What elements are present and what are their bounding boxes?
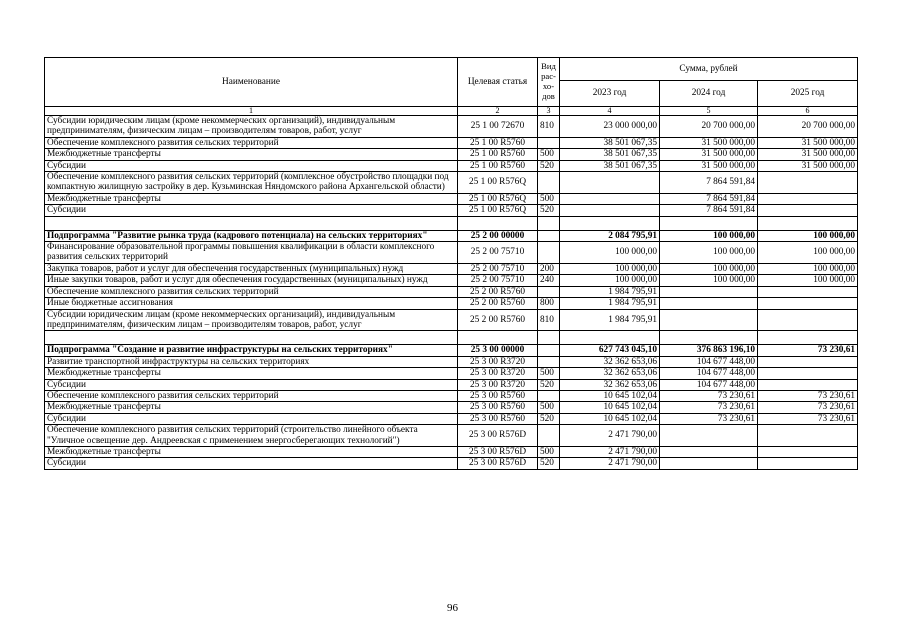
- table-row: [45, 425, 858, 447]
- row-expense-type: [538, 242, 560, 264]
- row-sum-2024: 104 677 448,00: [660, 379, 758, 390]
- row-sum-2023: [560, 172, 660, 194]
- row-target-article: 25 1 00 R576Q: [458, 172, 538, 194]
- table-row: [45, 298, 858, 309]
- row-target-article: 25 3 00 R3720: [458, 379, 538, 390]
- row-target-article: 25 3 00 R5760: [458, 390, 538, 401]
- row-target-article: 25 3 00 00000: [458, 345, 538, 356]
- row-sum-2024: [660, 298, 758, 309]
- row-sum-2025: [758, 193, 858, 204]
- row-sum-2025: 73 230,61: [758, 413, 858, 424]
- row-sum-2025: 73 230,61: [758, 390, 858, 401]
- row-sum-2023: 627 743 045,10: [560, 345, 660, 356]
- row-sum-2025: 100 000,00: [758, 230, 858, 241]
- table-row: [45, 205, 858, 216]
- row-name: Межбюджетные трансферты: [45, 446, 458, 457]
- row-expense-type: 520: [538, 160, 560, 171]
- row-sum-2025: [758, 425, 858, 447]
- header-year-2023: 2023 год: [560, 81, 660, 107]
- table-row: [45, 160, 858, 171]
- row-name: Субсидии: [45, 160, 458, 171]
- row-name: Межбюджетные трансферты: [45, 193, 458, 204]
- row-name: Обеспечение комплексного развития сельских территорий: [45, 137, 458, 148]
- row-expense-type: 520: [538, 205, 560, 216]
- row-expense-type: [538, 137, 560, 148]
- row-sum-2024: 100 000,00: [660, 263, 758, 274]
- row-target-article: 25 3 00 R576D: [458, 458, 538, 469]
- row-sum-2023: 10 645 102,04: [560, 413, 660, 424]
- row-sum-2025: [758, 356, 858, 367]
- header-sum: Сумма, рублей: [560, 58, 858, 81]
- row-sum-2024: 7 864 591,84: [660, 172, 758, 194]
- row-sum-2023: 23 000 000,00: [560, 116, 660, 138]
- row-target-article: [458, 216, 538, 230]
- table-row: [45, 368, 858, 379]
- row-sum-2025: [758, 458, 858, 469]
- row-target-article: 25 1 00 R5760: [458, 137, 538, 148]
- row-sum-2024: [660, 425, 758, 447]
- header-target-article: Целевая статья: [458, 58, 538, 107]
- row-sum-2023: 1 984 795,91: [560, 309, 660, 331]
- table-row: [45, 230, 858, 241]
- row-sum-2025: [758, 331, 858, 345]
- row-sum-2023: 32 362 653,06: [560, 356, 660, 367]
- row-sum-2023: 100 000,00: [560, 242, 660, 264]
- table-row: [45, 390, 858, 401]
- row-name: Межбюджетные трансферты: [45, 149, 458, 160]
- row-expense-type: [538, 390, 560, 401]
- row-sum-2023: 38 501 067,35: [560, 137, 660, 148]
- row-expense-type: [538, 345, 560, 356]
- table-row: [45, 275, 858, 286]
- row-sum-2023: 10 645 102,04: [560, 390, 660, 401]
- row-sum-2023: 38 501 067,35: [560, 160, 660, 171]
- row-sum-2023: 2 471 790,00: [560, 446, 660, 457]
- table-row: [45, 242, 858, 264]
- table-row: [45, 172, 858, 194]
- row-name: Подпрограмма "Развитие рынка труда (кадрового потенциала) на сельских территориях": [45, 230, 458, 241]
- row-name: Иные закупки товаров, работ и услуг для обеспечения государственных (муниципальных) нужд: [45, 275, 458, 286]
- row-sum-2024: [660, 446, 758, 457]
- row-sum-2025: [758, 216, 858, 230]
- row-sum-2025: [758, 172, 858, 194]
- row-sum-2023: 32 362 653,06: [560, 368, 660, 379]
- table-row: [45, 116, 858, 138]
- row-sum-2024: 73 230,61: [660, 390, 758, 401]
- column-number: 3: [538, 107, 560, 116]
- row-sum-2025: 100 000,00: [758, 242, 858, 264]
- row-expense-type: [538, 216, 560, 230]
- row-expense-type: [538, 172, 560, 194]
- row-sum-2024: 7 864 591,84: [660, 205, 758, 216]
- row-sum-2024: 73 230,61: [660, 402, 758, 413]
- row-sum-2023: 10 645 102,04: [560, 402, 660, 413]
- budget-table: [44, 57, 858, 470]
- table-row: [45, 216, 858, 230]
- row-target-article: 25 2 00 R5760: [458, 298, 538, 309]
- row-name: Обеспечение комплексного развития сельских территорий (строительство линейного объекта "Уличное освещение дер. Андреевская с применением энергосберегающих технологий"): [45, 425, 458, 447]
- table-row: [45, 458, 858, 469]
- row-sum-2023: 2 471 790,00: [560, 425, 660, 447]
- row-sum-2023: 32 362 653,06: [560, 379, 660, 390]
- row-sum-2025: [758, 286, 858, 297]
- row-sum-2025: 31 500 000,00: [758, 160, 858, 171]
- row-name: Субсидии: [45, 379, 458, 390]
- row-name: Развитие транспортной инфраструктуры на сельских территориях: [45, 356, 458, 367]
- row-name: Подпрограмма "Создание и развитие инфраструктуры на сельских территориях": [45, 345, 458, 356]
- row-sum-2024: [660, 216, 758, 230]
- row-sum-2024: [660, 286, 758, 297]
- row-sum-2024: [660, 458, 758, 469]
- header-year-2024: 2024 год: [660, 81, 758, 107]
- row-sum-2025: [758, 368, 858, 379]
- row-name: Закупка товаров, работ и услуг для обеспечения государственных (муниципальных) нужд: [45, 263, 458, 274]
- row-name: Межбюджетные трансферты: [45, 368, 458, 379]
- row-name: [45, 216, 458, 230]
- row-sum-2025: [758, 379, 858, 390]
- row-target-article: [458, 331, 538, 345]
- row-target-article: 25 2 00 R5760: [458, 286, 538, 297]
- row-target-article: 25 1 00 72670: [458, 116, 538, 138]
- table-row: [45, 345, 858, 356]
- row-sum-2023: 1 984 795,91: [560, 286, 660, 297]
- table-row: [45, 446, 858, 457]
- row-expense-type: 520: [538, 379, 560, 390]
- table-row: [45, 137, 858, 148]
- row-sum-2024: [660, 309, 758, 331]
- row-sum-2025: 31 500 000,00: [758, 149, 858, 160]
- page-number: 96: [447, 602, 458, 614]
- row-name: Обеспечение комплексного развития сельских территорий: [45, 286, 458, 297]
- row-expense-type: 800: [538, 298, 560, 309]
- row-name: Субсидии: [45, 458, 458, 469]
- row-sum-2024: 31 500 000,00: [660, 160, 758, 171]
- table-row: [45, 263, 858, 274]
- row-expense-type: [538, 356, 560, 367]
- row-sum-2025: 31 500 000,00: [758, 137, 858, 148]
- row-sum-2023: [560, 216, 660, 230]
- column-number: 1: [45, 107, 458, 116]
- row-sum-2024: 31 500 000,00: [660, 149, 758, 160]
- header-year-2025: 2025 год: [758, 81, 858, 107]
- row-target-article: 25 2 00 00000: [458, 230, 538, 241]
- row-name: Субсидии юридическим лицам (кроме некоммерческих организаций), индивидуальным предпринимателям, физическим лицам – производителям товаров, работ, услуг: [45, 309, 458, 331]
- row-sum-2024: [660, 331, 758, 345]
- row-sum-2025: [758, 205, 858, 216]
- row-expense-type: [538, 425, 560, 447]
- row-name: [45, 331, 458, 345]
- row-sum-2024: 73 230,61: [660, 413, 758, 424]
- column-number-row: [45, 107, 858, 116]
- row-sum-2023: 100 000,00: [560, 275, 660, 286]
- row-expense-type: 500: [538, 446, 560, 457]
- row-sum-2023: 38 501 067,35: [560, 149, 660, 160]
- table-row: [45, 193, 858, 204]
- row-sum-2025: [758, 298, 858, 309]
- row-target-article: 25 1 00 R576Q: [458, 193, 538, 204]
- row-sum-2023: 2 084 795,91: [560, 230, 660, 241]
- table-row: [45, 402, 858, 413]
- table-row: [45, 309, 858, 331]
- row-expense-type: 500: [538, 193, 560, 204]
- row-expense-type: 500: [538, 402, 560, 413]
- row-sum-2023: 1 984 795,91: [560, 298, 660, 309]
- row-sum-2025: 73 230,61: [758, 345, 858, 356]
- row-target-article: 25 1 00 R5760: [458, 149, 538, 160]
- row-target-article: 25 1 00 R576Q: [458, 205, 538, 216]
- table-row: [45, 149, 858, 160]
- row-sum-2025: 100 000,00: [758, 275, 858, 286]
- row-expense-type: 240: [538, 275, 560, 286]
- row-target-article: 25 3 00 R5760: [458, 402, 538, 413]
- row-target-article: 25 2 00 75710: [458, 275, 538, 286]
- header-name: Наименование: [45, 58, 458, 107]
- row-sum-2024: 20 700 000,00: [660, 116, 758, 138]
- row-name: Иные бюджетные ассигнования: [45, 298, 458, 309]
- row-target-article: 25 1 00 R5760: [458, 160, 538, 171]
- row-sum-2025: [758, 309, 858, 331]
- row-expense-type: 500: [538, 149, 560, 160]
- row-sum-2023: [560, 331, 660, 345]
- row-sum-2024: 100 000,00: [660, 230, 758, 241]
- row-sum-2024: 104 677 448,00: [660, 356, 758, 367]
- row-expense-type: 500: [538, 368, 560, 379]
- row-target-article: 25 3 00 R576D: [458, 446, 538, 457]
- row-sum-2024: 104 677 448,00: [660, 368, 758, 379]
- row-expense-type: 200: [538, 263, 560, 274]
- column-number: 6: [758, 107, 858, 116]
- row-sum-2024: 100 000,00: [660, 275, 758, 286]
- row-sum-2023: 100 000,00: [560, 263, 660, 274]
- row-sum-2024: 100 000,00: [660, 242, 758, 264]
- row-sum-2023: [560, 193, 660, 204]
- column-number: 5: [660, 107, 758, 116]
- row-sum-2025: 73 230,61: [758, 402, 858, 413]
- row-target-article: 25 2 00 75710: [458, 242, 538, 264]
- row-sum-2025: 100 000,00: [758, 263, 858, 274]
- row-sum-2024: 376 863 196,10: [660, 345, 758, 356]
- row-expense-type: [538, 230, 560, 241]
- row-expense-type: 520: [538, 458, 560, 469]
- row-name: Субсидии: [45, 413, 458, 424]
- row-expense-type: 810: [538, 309, 560, 331]
- row-name: Обеспечение комплексного развития сельских территорий: [45, 390, 458, 401]
- row-expense-type: [538, 286, 560, 297]
- column-number: 4: [560, 107, 660, 116]
- row-sum-2023: [560, 205, 660, 216]
- row-sum-2024: 31 500 000,00: [660, 137, 758, 148]
- row-target-article: 25 3 00 R5760: [458, 413, 538, 424]
- row-target-article: 25 3 00 R3720: [458, 368, 538, 379]
- row-name: Обеспечение комплексного развития сельских территорий (комплексное обустройство площадки под компактную жилищную застройку в дер. Кузьминская Няндомского района Архангельской области): [45, 172, 458, 194]
- row-sum-2025: 20 700 000,00: [758, 116, 858, 138]
- table-row: [45, 413, 858, 424]
- table-row: [45, 379, 858, 390]
- column-number: 2: [458, 107, 538, 116]
- row-target-article: 25 2 00 75710: [458, 263, 538, 274]
- row-name: Межбюджетные трансферты: [45, 402, 458, 413]
- row-expense-type: [538, 331, 560, 345]
- row-target-article: 25 2 00 R5760: [458, 309, 538, 331]
- row-target-article: 25 3 00 R576D: [458, 425, 538, 447]
- row-expense-type: 520: [538, 413, 560, 424]
- row-sum-2023: 2 471 790,00: [560, 458, 660, 469]
- row-sum-2025: [758, 446, 858, 457]
- table-row: [45, 286, 858, 297]
- row-sum-2024: 7 864 591,84: [660, 193, 758, 204]
- table-row: [45, 331, 858, 345]
- table-row: [45, 356, 858, 367]
- row-name: Финансирование образовательной программы повышения квалификации в области комплексного развития сельских территорий: [45, 242, 458, 264]
- row-expense-type: 810: [538, 116, 560, 138]
- row-target-article: 25 3 00 R3720: [458, 356, 538, 367]
- header-expense-type: Вид рас- хо- дов: [538, 58, 560, 107]
- row-name: Субсидии: [45, 205, 458, 216]
- row-name: Субсидии юридическим лицам (кроме некоммерческих организаций), индивидуальным предпринимателям, физическим лицам – производителям товаров, работ, услуг: [45, 116, 458, 138]
